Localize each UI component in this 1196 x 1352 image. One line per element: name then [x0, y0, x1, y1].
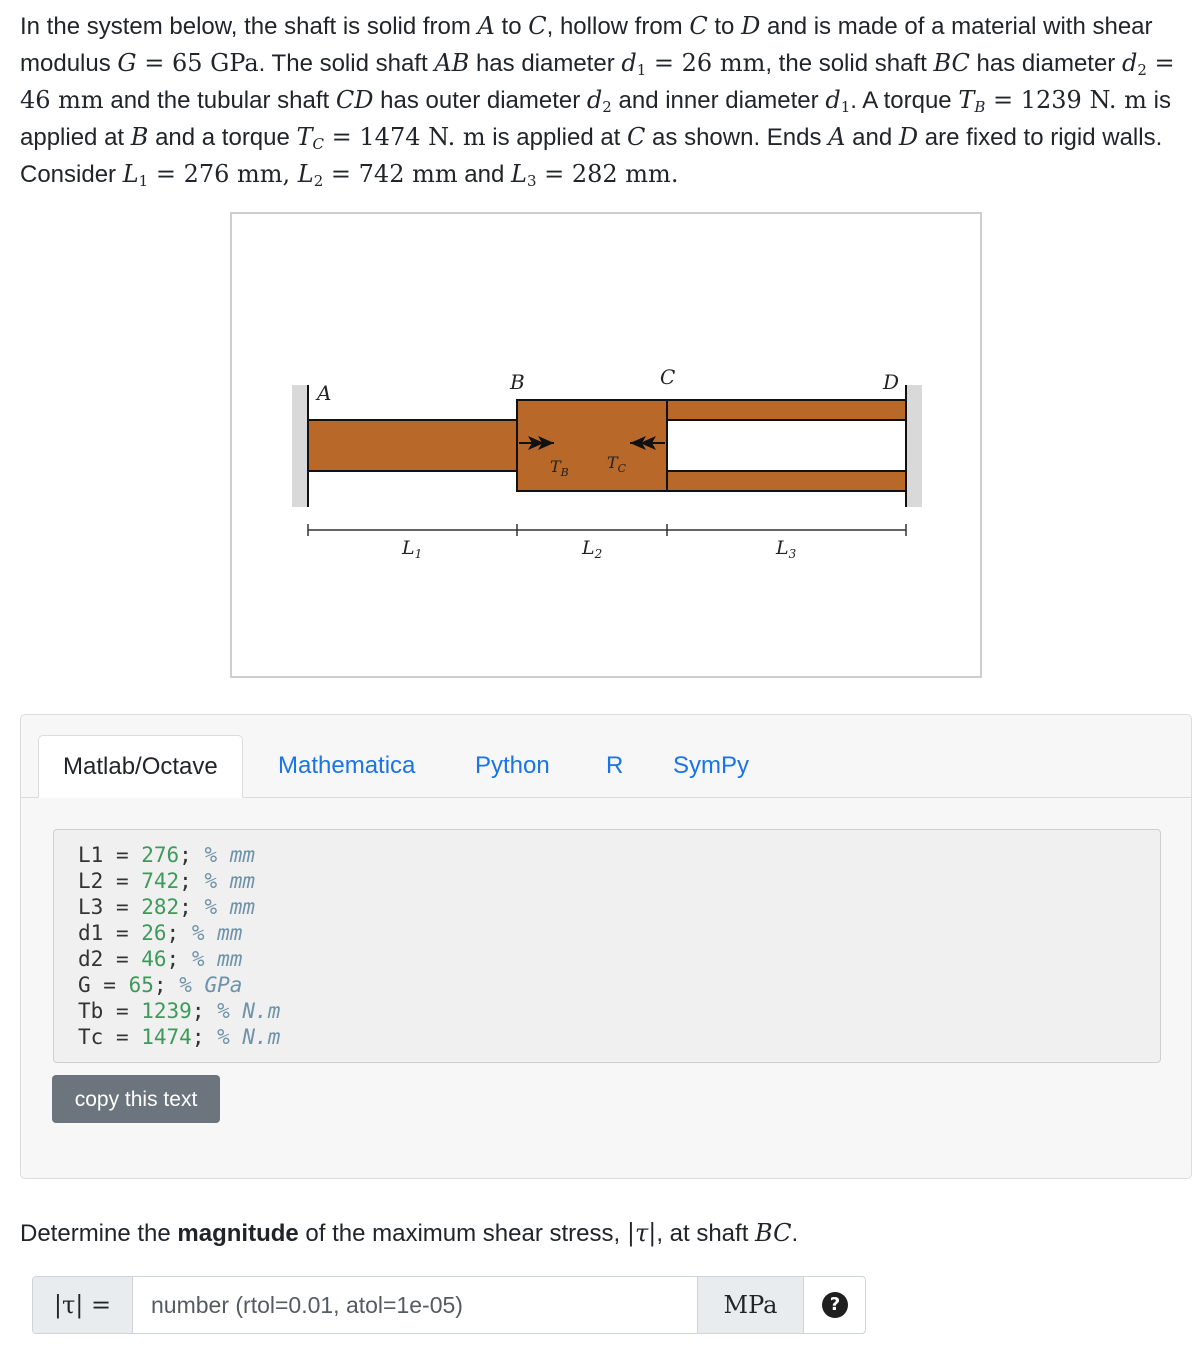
question-text: Determine the magnitude of the maximum shear stress, |τ|, at shaft BC.: [20, 1219, 799, 1247]
code-line: Tc = 1474; % N.m: [78, 1025, 281, 1049]
answer-input[interactable]: [133, 1277, 697, 1333]
tube-cd-bottom-wall: [667, 471, 906, 491]
code-line: d1 = 26; % mm: [78, 921, 243, 945]
shaft-ab: [308, 420, 517, 471]
label-l1: $L_1$: [402, 537, 423, 561]
code-line: d2 = 46; % mm: [78, 947, 243, 971]
label-b: B: [510, 370, 525, 394]
code-block[interactable]: [53, 829, 1161, 1063]
label-tb: $T_B$: [550, 457, 569, 479]
label-d: D: [883, 370, 900, 394]
label-c: C: [660, 365, 676, 389]
tube-cd-bore: [668, 421, 905, 470]
question-mark-icon: ?: [822, 1292, 848, 1318]
shaft-diagram-svg: [232, 214, 980, 676]
tab-python[interactable]: Python: [475, 752, 550, 779]
label-a: A: [317, 381, 332, 405]
code-card: [20, 714, 1192, 1179]
copy-text-button[interactable]: copy this text: [52, 1075, 220, 1123]
tab-sympy[interactable]: SymPy: [673, 752, 750, 779]
tab-mathematica[interactable]: Mathematica: [278, 752, 416, 779]
answer-unit: MPa: [697, 1277, 803, 1333]
dimension-line: [308, 524, 906, 536]
wall-right: [906, 385, 922, 507]
answer-group: [32, 1276, 866, 1334]
wall-left: [292, 385, 308, 507]
tab-r[interactable]: R: [606, 752, 624, 779]
shaft-bc: [517, 400, 667, 491]
code-line: G = 65; % GPa: [78, 973, 243, 997]
tube-cd-top-wall: [667, 400, 906, 420]
code-line: L3 = 282; % mm: [78, 895, 256, 919]
label-l2: $L_2$: [582, 537, 603, 561]
answer-label: |τ| =: [33, 1277, 133, 1333]
label-l3: $L_3$: [776, 537, 797, 561]
language-tabs: [21, 715, 1191, 798]
code-line: L2 = 742; % mm: [78, 869, 256, 893]
help-button[interactable]: [803, 1277, 865, 1333]
label-tc: $T_C$: [607, 453, 627, 475]
code-line: Tb = 1239; % N.m: [78, 999, 281, 1023]
tab-matlab-octave[interactable]: Matlab/Octave: [38, 735, 243, 798]
problem-statement: In the system below, the shaft is solid from A to C, hollow from C to D and is made of a material with shear modulus G = 65 GPa. The solid shaft AB has diameter $d_1 = 26$ mm, the solid shaft BC has diameter $d_2 = 46$ mm and the tubular shaft CD has outer diameter $d_2$ and inner diameter $d_1$. A torque $T_B = 1239$ N. m is applied at B and a torque $T_C = 1474$ N. m is applied at C as shown. Ends A and D are fixed to rigid walls. Consider $L_1 = 276$ mm, $L_2 = 742$ mm and $L_3 = 282$ mm.: [20, 12, 1175, 190]
code-line: L1 = 276; % mm: [78, 843, 256, 867]
shaft-diagram: [230, 212, 982, 678]
